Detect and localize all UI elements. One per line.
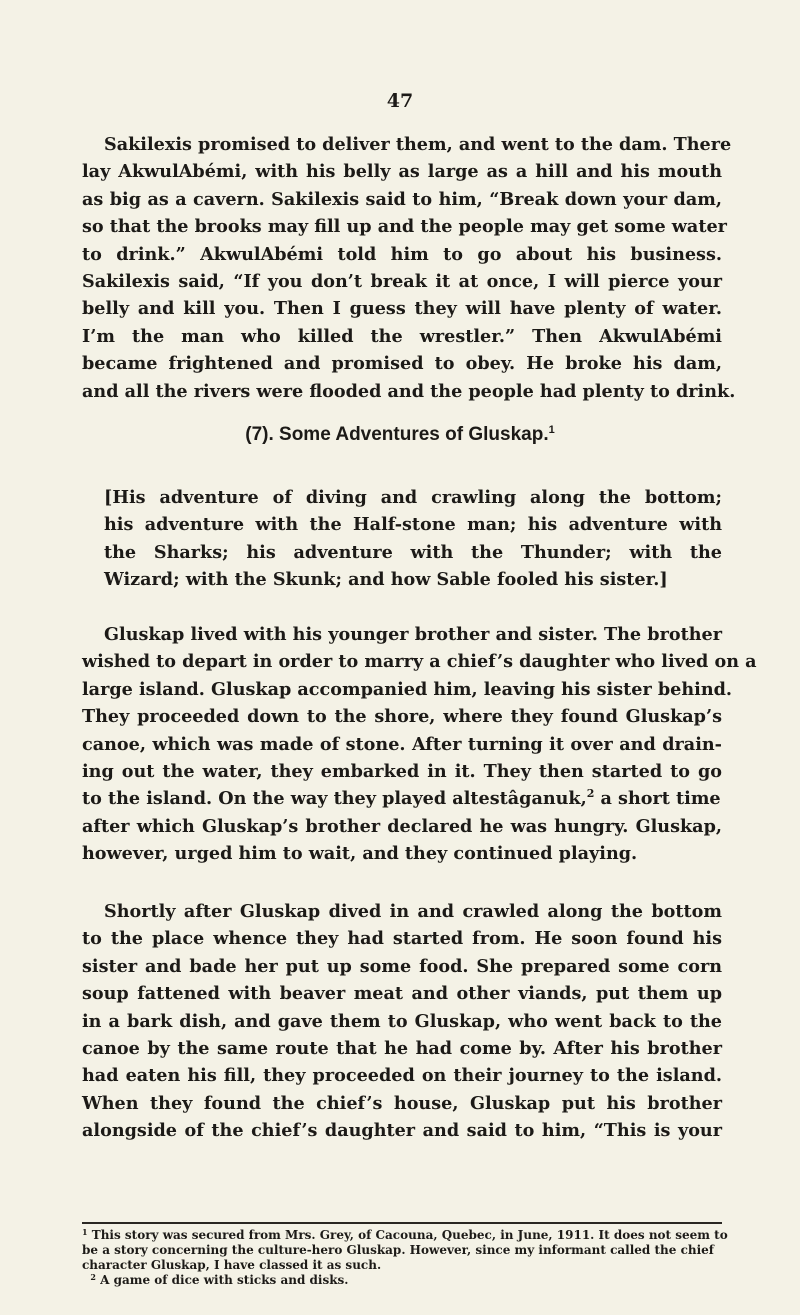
- text-segment: to the island. On the way they played altestâganuk,: [82, 788, 587, 810]
- text-line: I’m the man who killed the wrestler.” Then AkwulAbémi: [82, 325, 722, 347]
- text-line: as big as a cavern. Sakilexis said to him, “Break down your dam,: [82, 188, 722, 210]
- text-line: had eaten his fill, they proceeded on their journey to the island.: [82, 1065, 722, 1087]
- text-line: in a bark dish, and gave them to Gluskap, who went back to the: [82, 1010, 722, 1032]
- text-line: Sakilexis said, “If you don’t break it at once, I will pierce your: [82, 271, 722, 293]
- page-number: 47: [386, 90, 414, 112]
- text-line: Wizard; with the Skunk; and how Sable fooled his sister.]: [104, 569, 668, 591]
- footnote-2-line: [82, 1273, 722, 1288]
- text-line: canoe, which was made of stone. After turning it over and drain-: [82, 733, 722, 755]
- text-line-with-footnote: [82, 785, 722, 812]
- footnote-ref-2: 2: [586, 787, 595, 801]
- footnote-text: be a story concerning the culture-hero Gluskap. However, since my informant called the chief: [82, 1243, 714, 1257]
- text-line: to the place whence they had started from. He soon found his: [82, 928, 722, 950]
- footnote-ref-1: 1: [548, 424, 555, 436]
- paragraph-sakilexis: [82, 131, 736, 405]
- text-line: Gluskap lived with his younger brother and sister. The brother: [104, 624, 722, 645]
- footnote-text: A game of dice with sticks and disks.: [100, 1273, 349, 1287]
- text-line: [His adventure of diving and crawling along the bottom;: [104, 487, 722, 508]
- text-segment: a short time: [594, 788, 721, 810]
- text-line: alongside of the chief’s daughter and said to him, “This is your: [82, 1120, 722, 1142]
- story-summary: [82, 484, 722, 594]
- text-line: large island. Gluskap accompanied him, leaving his sister behind.: [82, 678, 733, 700]
- text-line: to drink.” AkwulAbémi told him to go about his business.: [82, 243, 722, 265]
- text-line: When they found the chief’s house, Gluskap put his brother: [82, 1092, 722, 1114]
- text-line: however, urged him to wait, and they continued playing.: [82, 843, 638, 865]
- footnote-text: This story was secured from Mrs. Grey, of Cacouna, Quebec, in June, 1911. It does not seem to: [91, 1228, 728, 1242]
- paragraph-gluskap-journey: [82, 621, 757, 868]
- footnote-2-marker: 2: [90, 1272, 96, 1282]
- text-line: lay AkwulAbémi, with his belly as large as a hill and his mouth: [82, 161, 722, 183]
- text-line: wished to depart in order to marry a chief’s daughter who lived on a: [82, 651, 757, 673]
- text-line: belly and kill you. Then I guess they will have plenty of water.: [82, 298, 722, 320]
- text-line: Sakilexis promised to deliver them, and went to the dam. There: [104, 134, 732, 155]
- footnote-text: character Gluskap, I have classed it as such.: [82, 1258, 382, 1272]
- footnotes: [82, 1227, 728, 1288]
- text-line: and all the rivers were flooded and the people had plenty to drink.: [82, 380, 736, 402]
- text-line: the Sharks; his adventure with the Thunder; with the: [104, 541, 722, 563]
- footnote-1-marker: 1: [82, 1227, 88, 1237]
- text-line: soup fattened with beaver meat and other viands, put them up: [82, 983, 722, 1005]
- footnote-divider: [82, 1222, 722, 1224]
- text-line: after which Gluskap’s brother declared he was hungry. Gluskap,: [82, 815, 722, 837]
- section-heading: [0, 424, 800, 446]
- text-line: ing out the water, they embarked in it. They then started to go: [82, 761, 722, 783]
- text-line: his adventure with the Half-stone man; his adventure with: [104, 514, 722, 536]
- text-line: Shortly after Gluskap dived in and crawled along the bottom: [104, 901, 722, 922]
- section-heading-text: (7). Some Adventures of Gluskap.: [245, 424, 549, 445]
- text-line: They proceeded down to the shore, where they found Gluskap’s: [82, 706, 722, 728]
- text-line: canoe by the same route that he had come by. After his brother: [82, 1038, 722, 1060]
- text-line: became frightened and promised to obey. He broke his dam,: [82, 353, 722, 375]
- paragraph-gluskap-dive: [82, 898, 722, 1145]
- footnote-1-line: [82, 1227, 728, 1243]
- text-line: sister and bade her put up some food. She prepared some corn: [82, 955, 722, 977]
- text-line: so that the brooks may fill up and the people may get some water: [82, 216, 727, 238]
